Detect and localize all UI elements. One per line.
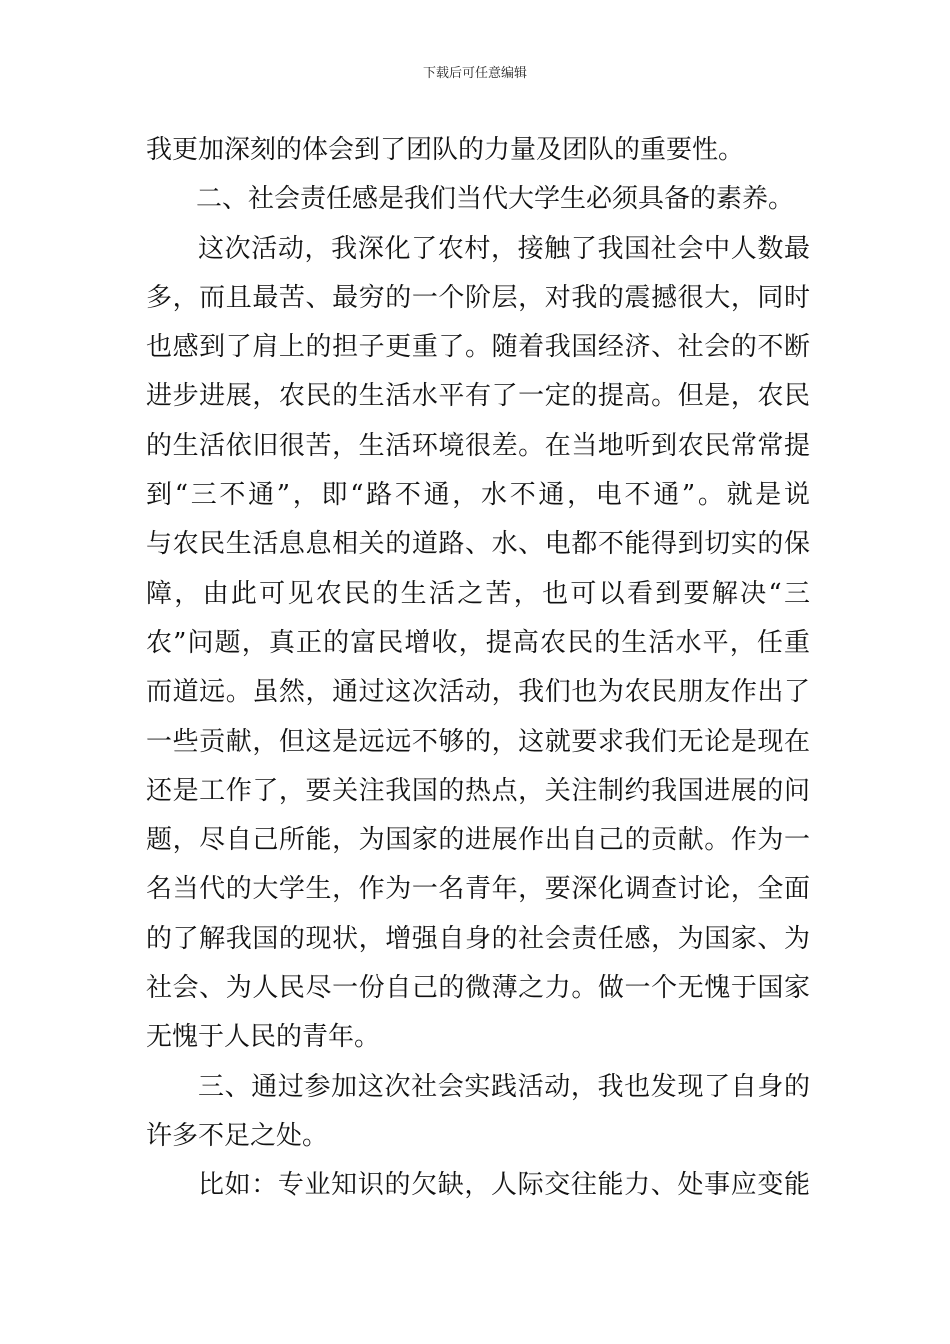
page-header-note: 下载后可任意编辑 <box>422 66 527 81</box>
text-line: 比如：专业知识的欠缺，人际交往能力、处事应变能 <box>198 1170 810 1201</box>
text-line: 进步进展，农民的生活水平有了一定的提高。但是，农民 <box>146 381 810 412</box>
text-line: 的了解我国的现状，增强自身的社会责任感，为国家、为 <box>146 923 810 954</box>
text-line: 还是工作了，要关注我国的热点，关注制约我国进展的问 <box>146 775 810 806</box>
text-line: 名当代的大学生，作为一名青年，要深化调查讨论，全面 <box>146 874 810 905</box>
text-line: 而道远。虽然，通过这次活动，我们也为农民朋友作出了 <box>146 677 810 708</box>
text-line: 也感到了肩上的担子更重了。随着我国经济、社会的不断 <box>146 332 810 363</box>
text-line: 题，尽自己所能，为国家的进展作出自己的贡献。作为一 <box>146 825 810 856</box>
text-line: 无愧于人民的青年。 <box>146 1022 381 1053</box>
text-line: 我更加深刻的体会到了团队的力量及团队的重要性。 <box>146 135 745 165</box>
text-line: 障，由此可见农民的生活之苦，也可以看到要解决“三 <box>146 578 810 609</box>
text-line: 的生活依旧很苦，生活环境很差。在当地听到农民常常提 <box>146 430 810 461</box>
text-line: 到“三不通”，即“路不通，水不通，电不通”。就是说 <box>146 480 810 511</box>
text-line: 一些贡献，但这是远远不够的，这就要求我们无论是现在 <box>146 726 810 757</box>
document-body <box>146 126 810 1211</box>
text-line: 与农民生活息息相关的道路、水、电都不能得到切实的保 <box>146 529 810 560</box>
text-line: 许多不足之处。 <box>146 1120 329 1151</box>
text-line: 这次活动，我深化了农村，接触了我国社会中人数最 <box>198 233 810 264</box>
text-line: 多，而且最苦、最穷的一个阶层，对我的震撼很大，同时 <box>146 282 810 313</box>
text-line: 农”问题，真正的富民增收，提高农民的生活水平，任重 <box>146 627 810 658</box>
text-line: 社会、为人民尽一份自己的微薄之力。做一个无愧于国家 <box>146 973 810 1004</box>
text-line: 二、社会责任感是我们当代大学生必须具备的素养。 <box>196 184 795 215</box>
text-line: 三、通过参加这次社会实践活动，我也发现了自身的 <box>198 1071 810 1102</box>
